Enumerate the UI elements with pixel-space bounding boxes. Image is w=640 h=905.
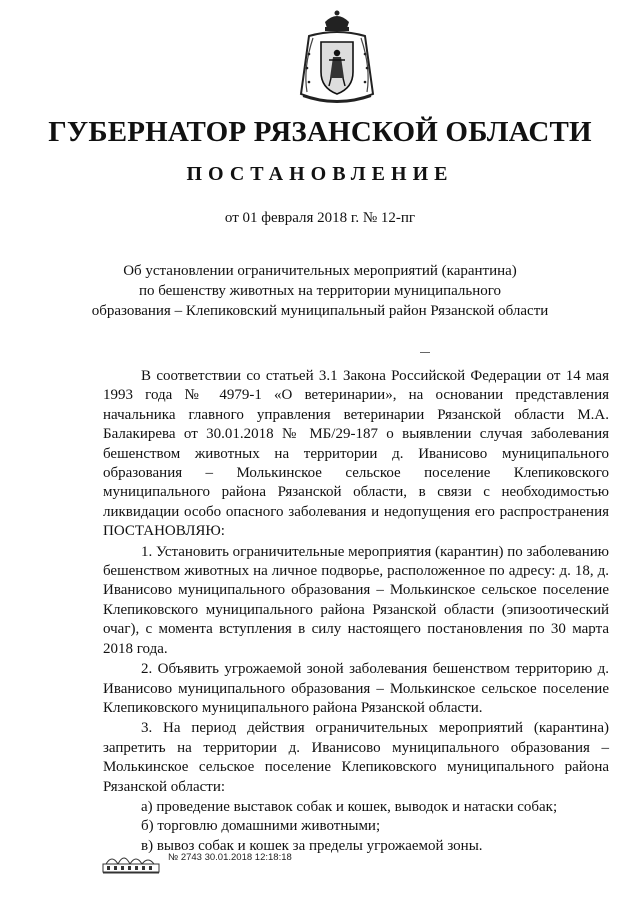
document-date-number: от 01 февраля 2018 г. № 12-пг: [224, 210, 416, 226]
subject-line: Об установлении ограничительных мероприятий (карантина): [123, 263, 517, 279]
document-type: ПОСТАНОВЛЕНИЕ: [186, 163, 454, 185]
separator-mark: [420, 352, 430, 353]
clause-3-item: в) вывоз собак и кошек за пределы угрожаемой зоны.: [141, 837, 483, 854]
authority-title: ГУБЕРНАТОР РЯЗАНСКОЙ ОБЛАСТИ: [48, 116, 592, 148]
clause-3-item: а) проведение выставок собак и кошек, выводок и натаски собак;: [141, 798, 558, 815]
subject-line: образования – Клепиковский муниципальный район Рязанской области: [91, 303, 549, 319]
clause-3-item: б) торговлю домашними животными;: [141, 818, 381, 835]
clause-1-paragraph: 1. Установить ограничительные мероприятия (карантин) по заболеванию бешенством животных на личное подворье, расположенное по адресу: д. 18, д. Иванисово муниципального образования – Молькинское сельское поселение Клепиковского муниципального района Рязанской области (эпизоотический очаг), с момента вступления в силу настоящего постановления по 30 марта 2018 года.: [103, 543, 609, 657]
registration-stamp-icon: [102, 846, 160, 874]
subject-line: по бешенству животных на территории муниципального: [138, 283, 502, 299]
clause-2-paragraph: 2. Объявить угрожаемой зоной заболевания бешенством территорию д. Иванисово муниципального образования – Молькинское сельское поселение Клепиковского муниципального района Рязанской области.: [103, 661, 609, 716]
coat-of-arms-emblem: [289, 8, 385, 112]
document-subject: [80, 261, 560, 321]
document-body: [103, 367, 609, 856]
registration-number: № 2743 30.01.2018 12:18:18: [168, 852, 292, 863]
preamble-paragraph: В соответствии со статьей 3.1 Закона Российской Федерации от 14 мая 1993 года № 4979-1 «О ветеринарии», на основании представления начальника главного управления ветеринарии Рязанской области М.А. Балакирева от 30.01.2018 № МБ/29-187 о выявлении случая заболевания бешенством животных на территории д. Иванисово муниципального образования – Молькинское сельское поселение Клепиковского муниципального района Рязанской области, в связи с необходимостью ликвидации особо опасного заболевания и недопущения его распространения ПОСТАНОВЛЯЮ:: [103, 368, 609, 540]
clause-3-paragraph: 3. На период действия ограничительных мероприятий (карантина) запретить на территории д. Иванисово муниципального образования – Молькинское сельское поселение Клепиковского муниципального района Рязанской области:: [103, 720, 609, 795]
